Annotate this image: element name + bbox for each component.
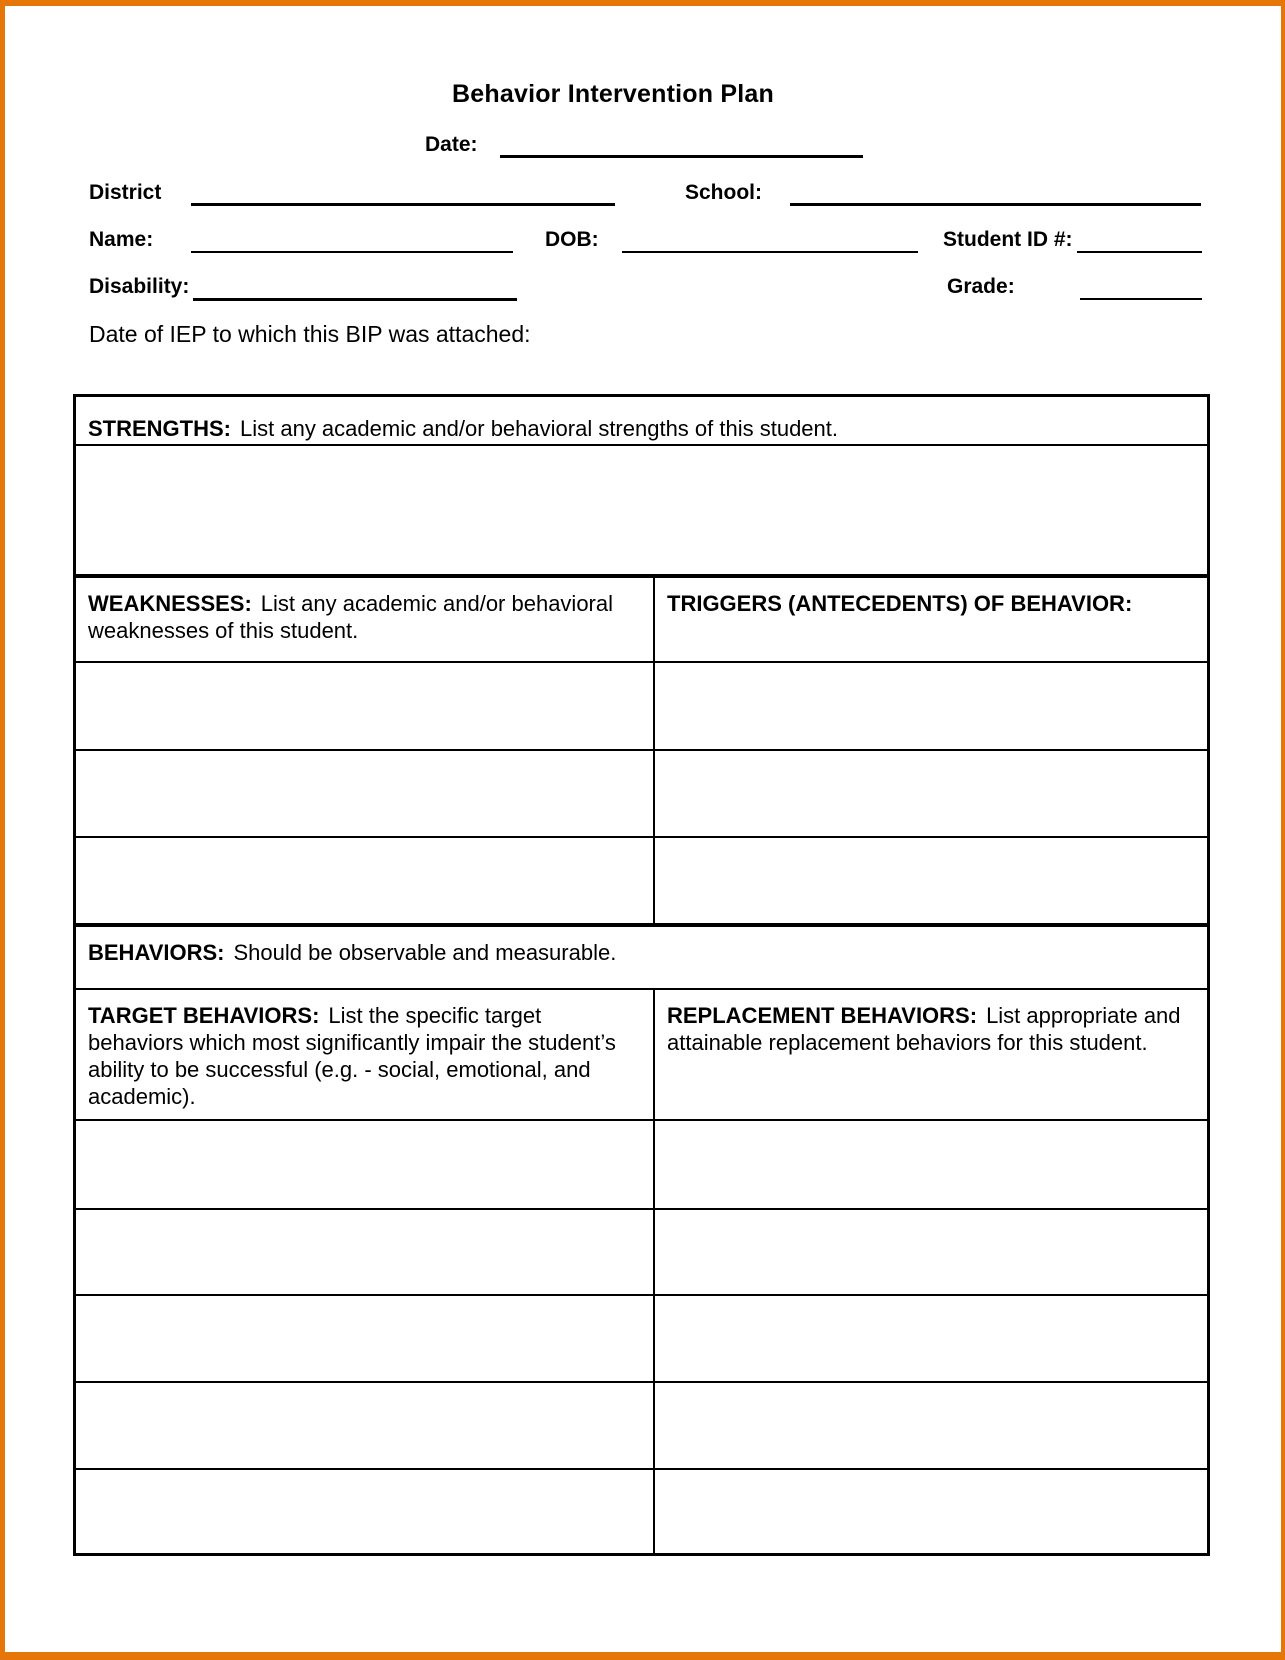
iep-attachment-label: Date of IEP to which this BIP was attached:: [89, 321, 531, 347]
replacement-entry-cell[interactable]: [655, 1470, 1207, 1553]
triggers-header-cell: [655, 578, 1207, 661]
weaknesses-entry-cell[interactable]: [76, 751, 655, 836]
target-replacement-entry-row: [76, 1208, 1207, 1294]
replacement-behaviors-header-cell: [655, 990, 1207, 1119]
date-input-line[interactable]: [500, 155, 863, 158]
weaknesses-heading: WEAKNESSES:: [88, 591, 252, 616]
replacement-entry-cell[interactable]: [655, 1296, 1207, 1381]
bip-table: [73, 394, 1210, 1556]
school-label: School:: [685, 181, 762, 204]
district-input-line[interactable]: [191, 203, 615, 206]
target-behaviors-description: List the specific target behaviors which most significantly impair the student’s ability to be successful (e.g. - social, emotional, and academic).: [88, 1003, 616, 1109]
target-replacement-header-row: [76, 988, 1207, 1119]
dob-label: DOB:: [545, 228, 599, 251]
disability-label: Disability:: [89, 275, 190, 298]
strengths-heading: STRENGTHS:: [88, 416, 231, 441]
replacement-entry-cell[interactable]: [655, 1121, 1207, 1208]
date-label: Date:: [425, 133, 478, 156]
target-replacement-entry-row: [76, 1381, 1207, 1468]
name-input-line[interactable]: [191, 251, 513, 253]
target-replacement-entry-row: [76, 1294, 1207, 1381]
triggers-entry-cell[interactable]: [655, 838, 1207, 923]
replacement-entry-cell[interactable]: [655, 1210, 1207, 1294]
dob-input-line[interactable]: [622, 251, 918, 253]
replacement-behaviors-description: List appropriate and attainable replacement behaviors for this student.: [667, 1003, 1181, 1055]
student-id-input-line[interactable]: [1077, 251, 1202, 253]
target-entry-cell[interactable]: [76, 1121, 655, 1208]
triggers-heading: TRIGGERS (ANTECEDENTS) OF BEHAVIOR:: [667, 591, 1133, 616]
replacement-entry-cell[interactable]: [655, 1383, 1207, 1468]
weaknesses-header-cell: [76, 578, 655, 661]
district-label: District: [89, 181, 162, 204]
triggers-entry-cell[interactable]: [655, 751, 1207, 836]
target-entry-cell[interactable]: [76, 1383, 655, 1468]
student-id-label: Student ID #:: [943, 228, 1073, 251]
target-entry-cell[interactable]: [76, 1210, 655, 1294]
target-replacement-entry-row: [76, 1119, 1207, 1208]
weaknesses-triggers-entry-row: [76, 836, 1207, 923]
grade-label: Grade:: [947, 275, 1015, 298]
weaknesses-description: List any academic and/or behavioral weaknesses of this student.: [88, 591, 614, 643]
target-entry-cell[interactable]: [76, 1470, 655, 1553]
name-label: Name:: [89, 228, 154, 251]
behaviors-header-row: [76, 923, 1207, 988]
school-input-line[interactable]: [790, 203, 1201, 206]
weaknesses-triggers-entry-row: [76, 749, 1207, 836]
weaknesses-triggers-entry-row: [76, 661, 1207, 749]
behaviors-heading: BEHAVIORS:: [88, 940, 225, 965]
weaknesses-entry-cell[interactable]: [76, 663, 655, 749]
strengths-entry-cell[interactable]: [76, 444, 1207, 574]
grade-input-line[interactable]: [1080, 298, 1202, 300]
target-replacement-entry-row: [76, 1468, 1207, 1553]
target-entry-cell[interactable]: [76, 1296, 655, 1381]
target-behaviors-header-cell: [76, 990, 655, 1119]
strengths-description: List any academic and/or behavioral strengths of this student.: [240, 416, 839, 441]
weaknesses-triggers-header-row: [76, 574, 1207, 661]
weaknesses-entry-cell[interactable]: [76, 838, 655, 923]
triggers-entry-cell[interactable]: [655, 663, 1207, 749]
disability-input-line[interactable]: [193, 298, 517, 301]
behaviors-description: Should be observable and measurable.: [233, 940, 617, 965]
strengths-header-row: [76, 397, 1207, 444]
replacement-behaviors-heading: REPLACEMENT BEHAVIORS:: [667, 1003, 978, 1028]
form-title: Behavior Intervention Plan: [452, 80, 774, 108]
target-behaviors-heading: TARGET BEHAVIORS:: [88, 1003, 320, 1028]
